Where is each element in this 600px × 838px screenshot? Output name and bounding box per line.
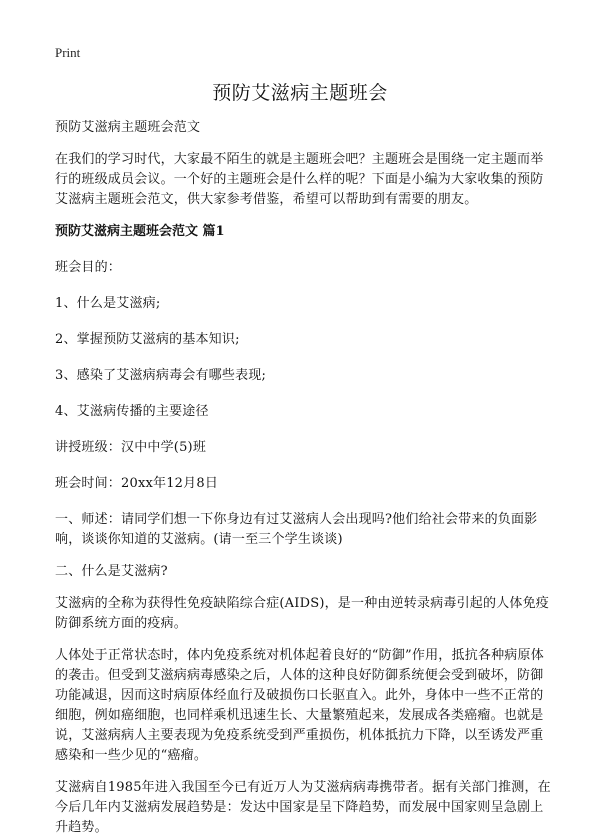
goal-item: 1、什么是艾滋病; xyxy=(55,296,161,311)
step-one-paragraph: 一、师述：请同学们想一下你身边有过艾滋病人会出现吗?他们给社会带来的负面影响，谈谈你知道的艾滋病。(请一至三个学生谈谈) xyxy=(55,512,538,547)
subtitle: 预防艾滋病主题班会范文 xyxy=(55,120,201,135)
class-info: 讲授班级：汉中中学(5)班 xyxy=(55,440,207,455)
step-two-heading: 二、什么是艾滋病? xyxy=(55,564,168,579)
history-paragraph: 艾滋病自1985年进入我国至今已有近万人为艾滋病病毒携带者。据有关部门推测，在今后几年内艾滋病发展趋势是：发达中国家是呈下降趋势，而发展中国家则呈急剧上升趋势。 xyxy=(55,780,551,835)
intro-paragraph: 在我们的学习时代，大家最不陌生的就是主题班会吧？主题班会是围绕一定主题而举行的班级成员会议。一个好的主题班会是什么样的呢？下面是小编为大家收集的预防艾滋病主题班会范文，供大家参考借鉴，希望可以帮助到有需要的朋友。 xyxy=(55,152,544,207)
definition-paragraph: 艾滋病的全称为获得性免疫缺陷综合症(AIDS)，是一种由逆转录病毒引起的人体免疫防御系统方面的疫病。 xyxy=(55,596,549,631)
print-link[interactable]: Print xyxy=(55,45,81,60)
goal-label: 班会目的： xyxy=(55,260,122,275)
goal-item: 3、感染了艾滋病病毒会有哪些表现; xyxy=(55,368,267,383)
mechanism-paragraph: 人体处于正常状态时，体内免疫系统对机体起着良好的“防御”作用，抵抗各种病原体的袭击。但受到艾滋病病毒感染之后，人体的这种良好防御系统便会受到破坏，防御功能减退，因而这时病原体经血行及破损伤口长驱直入。此外，身体中一些不正常的细胞，例如癌细胞，也同样乘机迅速生长、大量繁殖起来，发展成各类癌瘤。也就是说，艾滋病病人主要表现为免疫系统受到严重损伤，机体抵抗力下降，以至诱发严重感染和一些少见的“癌瘤。 xyxy=(55,648,544,763)
section-heading: 预防艾滋病主题班会范文 篇1 xyxy=(55,224,225,239)
goal-item: 2、掌握预防艾滋病的基本知识; xyxy=(55,332,240,347)
time-info: 班会时间：20xx年12月8日 xyxy=(55,476,219,491)
document-body xyxy=(55,118,555,838)
goal-item: 4、艾滋病传播的主要途径 xyxy=(55,404,209,419)
page-title: 预防艾滋病主题班会 xyxy=(212,82,388,104)
